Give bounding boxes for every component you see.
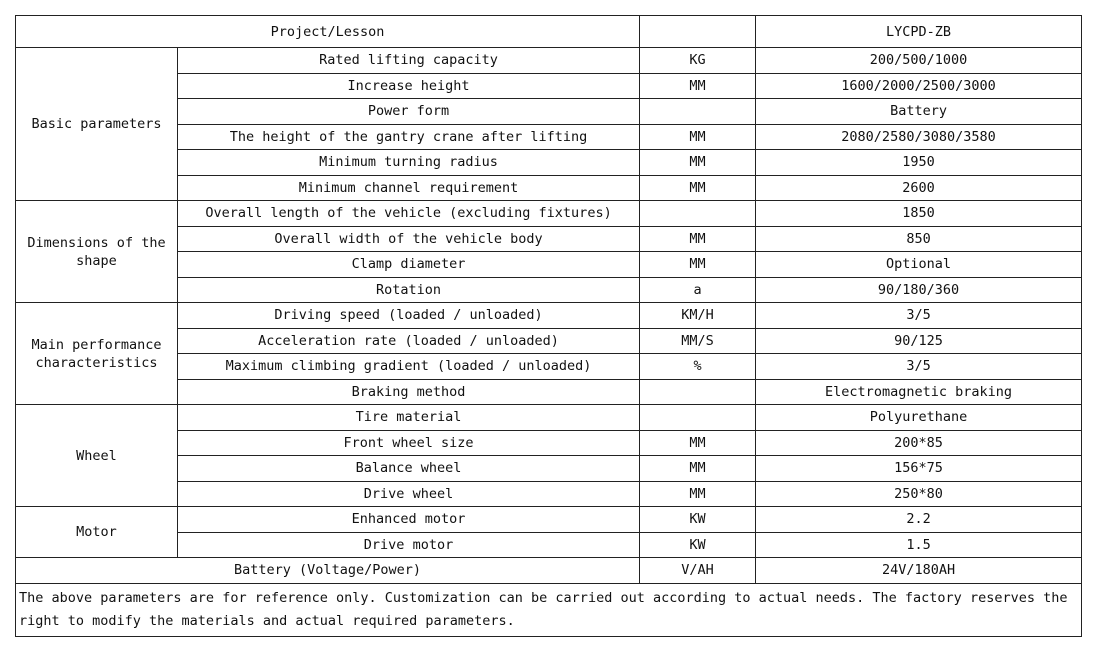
param-value: Optional	[756, 252, 1082, 278]
footnote: The above parameters are for reference only. Customization can be carried out according to actual needs. The factory reserves the right to modify the materials and actual required parameters.	[16, 583, 1082, 636]
param-value: 2.2	[756, 507, 1082, 533]
table-row	[16, 303, 1082, 329]
group-main-performance-characteristics: Main performance characteristics	[16, 303, 178, 405]
param-value: 156*75	[756, 456, 1082, 482]
param-name: Drive wheel	[178, 481, 640, 507]
param-unit: KW	[640, 532, 756, 558]
param-name: Rotation	[178, 277, 640, 303]
param-unit: MM	[640, 73, 756, 99]
param-unit: MM	[640, 456, 756, 482]
param-name: Overall length of the vehicle (excluding fixtures)	[178, 201, 640, 227]
param-value: 1950	[756, 150, 1082, 176]
group-basic-parameters: Basic parameters	[16, 48, 178, 201]
battery-value: 24V/180AH	[756, 558, 1082, 584]
table-row	[16, 48, 1082, 74]
param-unit: MM	[640, 430, 756, 456]
param-unit: KG	[640, 48, 756, 74]
param-value: 3/5	[756, 303, 1082, 329]
group-wheel: Wheel	[16, 405, 178, 507]
param-value: 200/500/1000	[756, 48, 1082, 74]
param-name: Minimum turning radius	[178, 150, 640, 176]
param-name: Minimum channel requirement	[178, 175, 640, 201]
param-value: 200*85	[756, 430, 1082, 456]
param-name: Drive motor	[178, 532, 640, 558]
group-motor: Motor	[16, 507, 178, 558]
param-value: Polyurethane	[756, 405, 1082, 431]
param-value: 90/125	[756, 328, 1082, 354]
note-row	[16, 583, 1082, 636]
param-unit: a	[640, 277, 756, 303]
param-unit: MM	[640, 124, 756, 150]
param-name: Balance wheel	[178, 456, 640, 482]
param-name: Overall width of the vehicle body	[178, 226, 640, 252]
param-value: 2080/2580/3080/3580	[756, 124, 1082, 150]
param-name: Acceleration rate (loaded / unloaded)	[178, 328, 640, 354]
battery-row	[16, 558, 1082, 584]
param-name: Tire material	[178, 405, 640, 431]
param-unit: KW	[640, 507, 756, 533]
param-unit: MM	[640, 226, 756, 252]
param-name: Braking method	[178, 379, 640, 405]
header-unit-cell	[640, 16, 756, 48]
group-dimensions-of-the-shape: Dimensions of the shape	[16, 201, 178, 303]
battery-unit: V/AH	[640, 558, 756, 584]
param-name: Clamp diameter	[178, 252, 640, 278]
param-unit: MM/S	[640, 328, 756, 354]
param-name: Front wheel size	[178, 430, 640, 456]
param-value: 850	[756, 226, 1082, 252]
param-value: 2600	[756, 175, 1082, 201]
spec-table	[15, 15, 1082, 637]
param-name: Rated lifting capacity	[178, 48, 640, 74]
param-unit: %	[640, 354, 756, 380]
param-name: Increase height	[178, 73, 640, 99]
header-model: LYCPD-ZB	[756, 16, 1082, 48]
param-name: Power form	[178, 99, 640, 125]
param-unit: KM/H	[640, 303, 756, 329]
param-unit	[640, 201, 756, 227]
param-unit	[640, 99, 756, 125]
param-unit	[640, 405, 756, 431]
param-unit: MM	[640, 252, 756, 278]
param-unit: MM	[640, 175, 756, 201]
param-value: 3/5	[756, 354, 1082, 380]
battery-label: Battery (Voltage/Power)	[16, 558, 640, 584]
table-row	[16, 507, 1082, 533]
param-name: Driving speed (loaded / unloaded)	[178, 303, 640, 329]
param-unit	[640, 379, 756, 405]
table-row	[16, 201, 1082, 227]
header-project-lesson: Project/Lesson	[16, 16, 640, 48]
param-value: 1850	[756, 201, 1082, 227]
param-name: The height of the gantry crane after lifting	[178, 124, 640, 150]
param-value: Battery	[756, 99, 1082, 125]
param-value: 1600/2000/2500/3000	[756, 73, 1082, 99]
param-value: 1.5	[756, 532, 1082, 558]
table-row	[16, 405, 1082, 431]
param-value: 250*80	[756, 481, 1082, 507]
param-value: Electromagnetic braking	[756, 379, 1082, 405]
param-value: 90/180/360	[756, 277, 1082, 303]
param-name: Maximum climbing gradient (loaded / unloaded)	[178, 354, 640, 380]
header-row	[16, 16, 1082, 48]
param-unit: MM	[640, 150, 756, 176]
param-name: Enhanced motor	[178, 507, 640, 533]
param-unit: MM	[640, 481, 756, 507]
